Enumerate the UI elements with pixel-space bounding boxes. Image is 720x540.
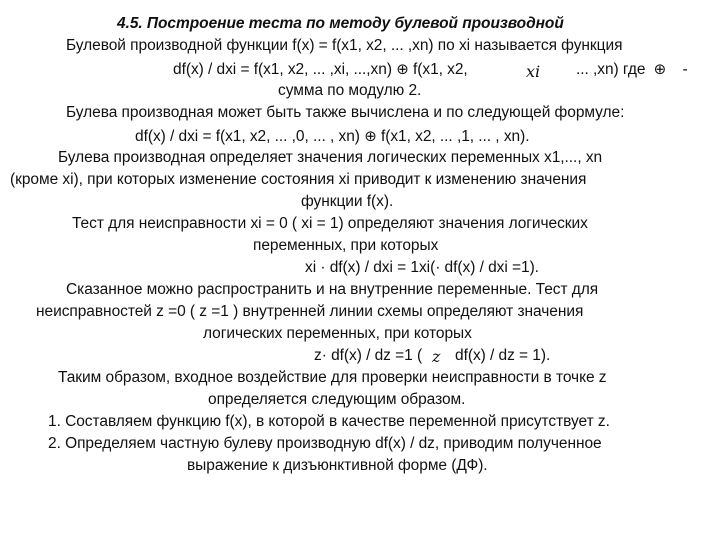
formula-line-4 [314,346,422,366]
text-line-7: (кроме xi), при которых изменение состояния xi приводит к изменению значения [10,171,587,188]
formula-part-zero: df(x) / dxi = f(x1, x2, ... ,0, ... , xn) [135,128,360,145]
text-line-13: неисправностей z =0 ( z =1 ) внутренней линии схемы определяют значения [36,303,584,320]
xi-variable-overlay: xi [526,62,541,81]
formula-part-z: z· df(x) / dz =1 ( [314,347,423,364]
xor-symbol-icon: ⊕ [396,60,409,78]
formula-part-one: f(x1, x2, ... ,1, ... , xn). [380,128,530,145]
formula-part-lhs: df(x) / dxi = f(x1, x2, ... ,xi, ...,xn) [173,61,392,78]
xor-symbol-icon: ⊕ [364,127,377,145]
formula-line-2 [135,126,529,147]
formula-part-rhs: f(x1, x2, [413,61,468,78]
text-line-6: Булева производная определяет значения логических переменных x1,..., xn [58,149,603,166]
text-line-4: Булева производная может быть также вычислена и по следующей формуле: [66,104,625,121]
formula-line-1 [173,59,468,80]
text-line-12: Сказанное можно распространить и на внутренние переменные. Тест для [66,281,599,298]
xor-symbol-icon: ⊕ [653,60,667,78]
list-item-2: 2. Определяем частную булеву производную df(x) / dz, приводим полученное [48,435,602,452]
z-variable-overlay: z [432,347,441,366]
text-line-9: Тест для неисправности xi = 0 ( xi = 1) определяют значения логических [72,215,588,232]
text-line-3: сумма по модулю 2. [278,82,422,99]
formula-part-where: ... ,xn) где [576,61,646,78]
text-line-1: Булевой производной функции f(x) = f(x1, x2, ... ,xn) по xi называется функция [66,37,623,54]
text-line-20: выражение к дизъюнктивной форме (ДФ). [187,457,488,474]
slide-title: 4.5. Построение теста по методу булевой производной [117,15,564,32]
formula-part-dz: df(x) / dz = 1). [455,347,551,364]
list-item-1: 1. Составляем функцию f(x), в которой в качестве переменной присутствует z. [48,413,610,430]
text-line-17: определяется следующим образом. [208,391,466,408]
text-line-10: переменных, при которых [253,237,439,254]
text-line-16: Таким образом, входное воздействие для проверки неисправности в точке z [58,369,607,386]
text-line-8: функции f(x). [301,193,394,210]
text-line-14: логических переменных, при которых [203,325,472,342]
formula-line-1-tail [576,59,688,80]
formula-line-4-tail [455,346,550,366]
formula-line-3: xi · df(x) / dxi = 1xi(· df(x) / dxi =1). [305,259,539,276]
dash: - [682,61,688,78]
